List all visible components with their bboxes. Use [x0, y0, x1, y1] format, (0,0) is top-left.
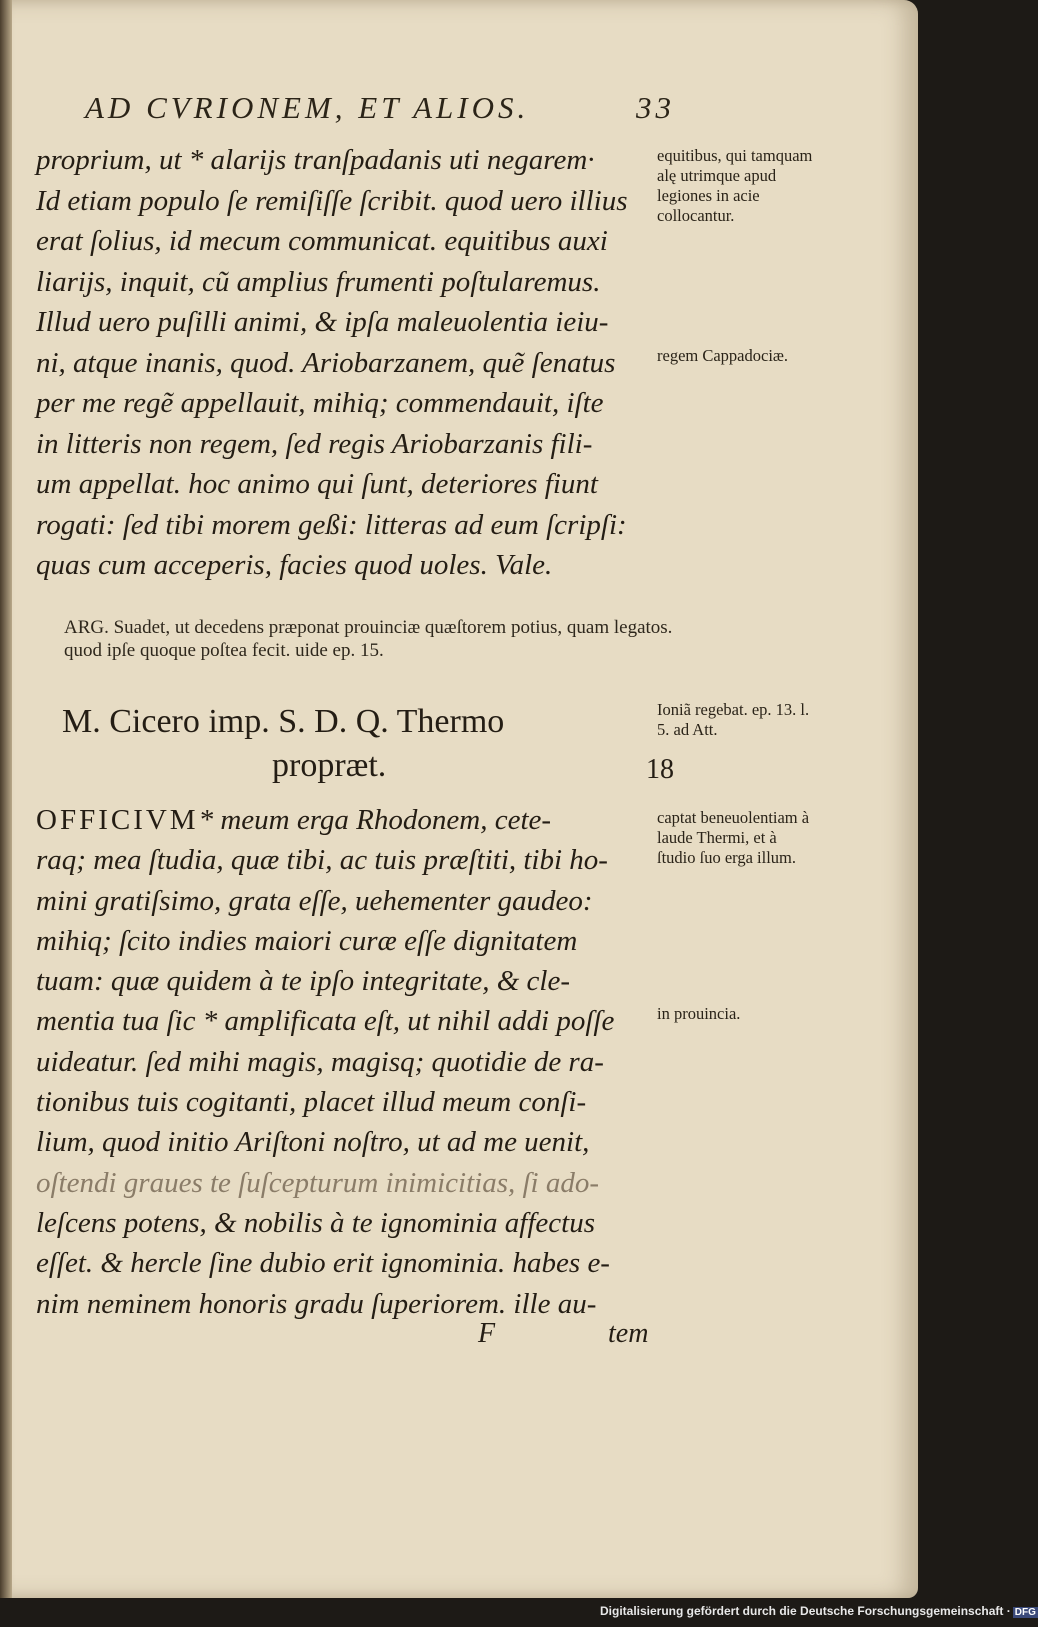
- opening-word: OFFICIVM: [36, 804, 199, 836]
- marginal-note: Ioniã regebat. ep. 13. l. 5. ad Att.: [657, 700, 810, 739]
- marginal-note: equitibus, qui tamquam alę utrimque apud legiones in acie collocantur.: [657, 146, 813, 225]
- text-line: lium, quod initio Ariſtoni noſtro, ut ad me uenit,: [36, 1126, 590, 1159]
- text-line: [36, 800, 676, 840]
- marginal-note: in prouincia.: [657, 1004, 741, 1023]
- credit-text: Digitalisierung gefördert durch die Deutsche Forschungsgemeinschaft ·: [600, 1604, 1011, 1618]
- heading-line-1: M. Cicero imp. S. D. Q. Thermo: [62, 703, 505, 740]
- text-line: per me regẽ appellauit, mihiq; commendauit, iſte: [36, 387, 604, 419]
- dfg-logo: DFG: [1014, 1607, 1036, 1618]
- running-header: [85, 90, 675, 126]
- text-line: in litteris non regem, ſed regis Ariobarzanis fili-: [36, 427, 593, 460]
- letter-1-text: [36, 140, 676, 586]
- text-line: liarijs, inquit, cũ amplius frumenti poſtularemus.: [36, 265, 601, 298]
- text-line: raq; mea ſtudia, quæ tibi, ac tuis præſtiti, tibi ho-: [36, 844, 608, 877]
- text-line: uideatur. ſed mihi magis, magisq; quotidie de ra-: [36, 1045, 604, 1078]
- heading-line-2: proprӕt.: [272, 747, 387, 784]
- letter-2-heading: [62, 700, 674, 788]
- text-line: proprium, ut * alarijs tranſpadanis uti negarem·: [36, 144, 595, 176]
- text-line: mentia tua ſic * amplificata eſt, ut nihil addi poſſe: [36, 1005, 615, 1038]
- text-line: mini gratiſsimo, grata eſſe, uehementer gaudeo:: [36, 884, 593, 917]
- page-number: 33: [636, 90, 675, 125]
- text-line: oſtendi graues te ſuſcepturum inimicitias, ſi ado-: [36, 1166, 600, 1199]
- catchword: tem: [608, 1318, 649, 1349]
- text-line: eſſet. & hercle ſine dubio erit ignominia. habes e-: [36, 1247, 610, 1280]
- text-line: Id etiam populo ſe remiſiſſe ſcribit. quod uero illius: [36, 184, 628, 217]
- digitization-credit: [600, 1604, 1036, 1618]
- text-line: nim neminem honoris gradu ſuperiorem. ille au-: [36, 1287, 597, 1320]
- text-line: mihiq; ſcito indies maiori curæ eſſe dignitatem: [36, 924, 578, 957]
- text-line: rogati: ſed tibi morem geßi: litteras ad eum ſcripſi:: [36, 508, 627, 541]
- text-line: tuam: quæ quidem à te ipſo integritate, & cle-: [36, 965, 570, 998]
- text-line: um appellat. hoc animo qui ſunt, deteriores fiunt: [36, 468, 598, 500]
- signature-mark: F: [478, 1318, 496, 1349]
- letter-number: 18: [646, 754, 674, 785]
- argument-summary: ARG. Suadet, ut decedens præponat prouinciæ quæſtorem potius, quam legatos. quod ipſe quoque poſtea fecit. uide ep. 15.: [64, 617, 673, 661]
- marginal-note: regem Cappadociæ.: [657, 346, 789, 365]
- text-line: ni, atque inanis, quod. Ariobarzanem, quẽ ſenatus: [36, 346, 616, 379]
- letter-2-text: [36, 800, 676, 1324]
- text-line-rest: * meum erga Rhodonem, cete-: [198, 804, 552, 836]
- text-line: erat ſolius, id mecum communicat. equitibus auxi: [36, 225, 608, 257]
- running-title: AD CVRIONEM, ET ALIOS.: [85, 90, 530, 125]
- text-line: tionibus tuis cogitanti, placet illud meum conſi-: [36, 1086, 587, 1119]
- text-line: Illud uero puſilli animi, & ipſa maleuolentia ieiu-: [36, 306, 609, 338]
- marginal-note: captat beneuolentiam à laude Thermi, et à ſtudio ſuo erga illum.: [657, 808, 810, 867]
- binding-edge: [0, 0, 12, 1598]
- text-line: leſcens potens, & nobilis à te ignominia affectus: [36, 1206, 595, 1239]
- text-line: quas cum acceperis, facies quod uoles. Vale.: [36, 549, 553, 581]
